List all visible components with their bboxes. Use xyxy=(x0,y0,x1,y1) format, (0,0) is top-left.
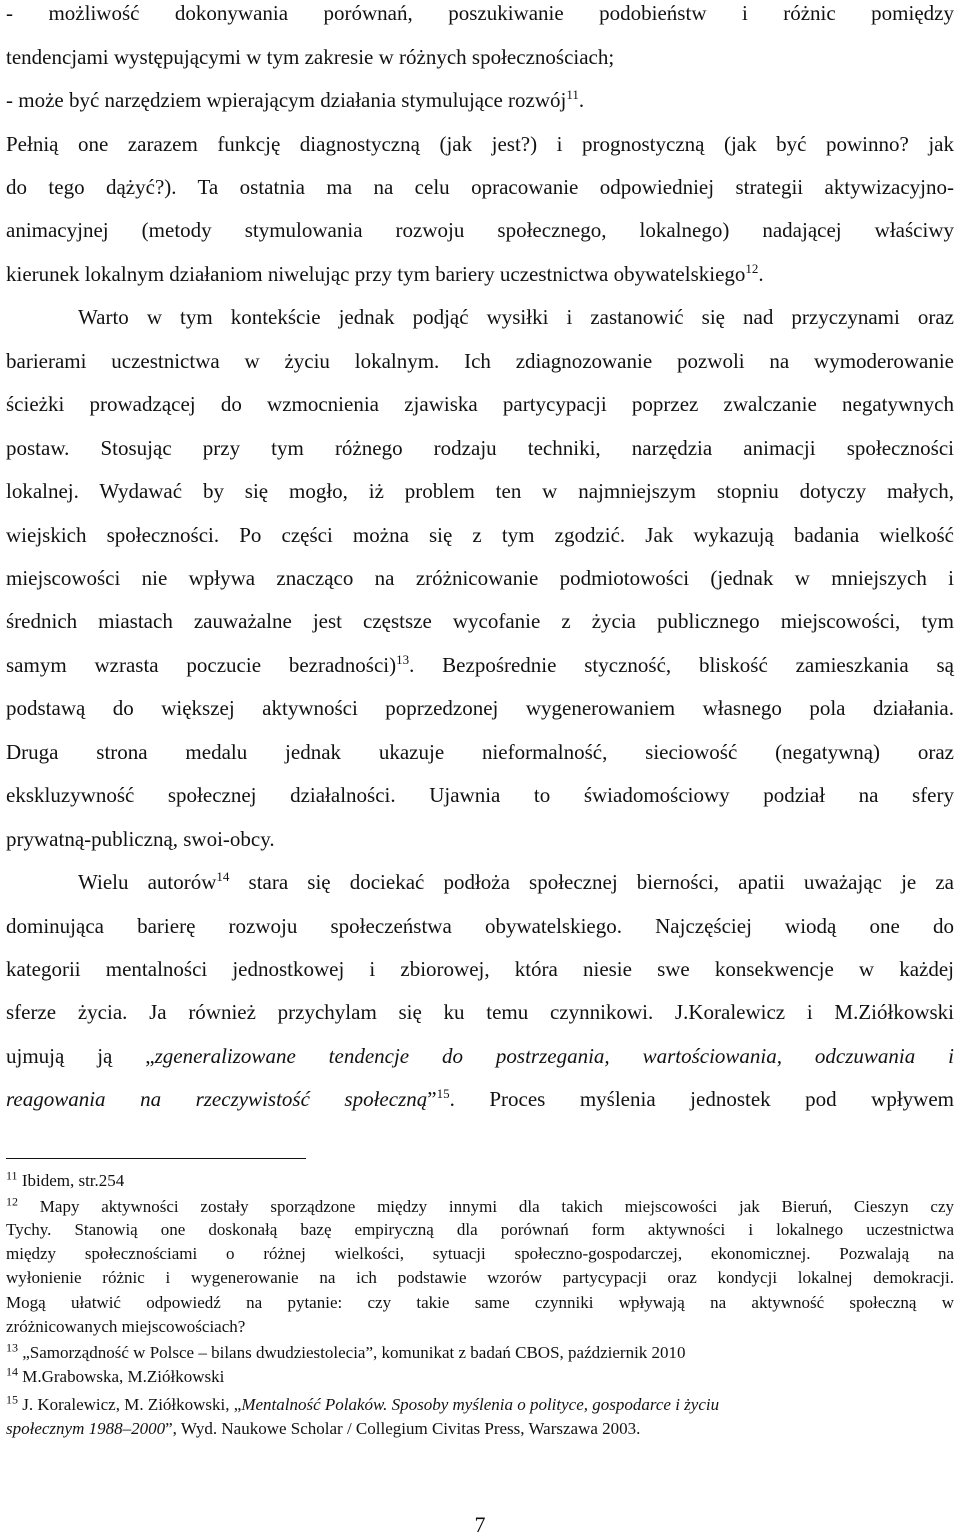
footnote: $^{13}$ „Samorządność w Polsce – bilans dwudziestolecia”, komunikat z badań CBOS, październik 2010 xyxy=(6,1340,686,1362)
body-line: Warto w tym kontekście jednak podjąć wysiłki i zastanowić się nad przyczynami oraz xyxy=(78,305,954,329)
footnote: Tychy. Stanowią one doskonałą bazę empiryczną dla porównań form aktywności i lokalnego uczestnictwa xyxy=(6,1220,954,1239)
body-line: - możliwość dokonywania porównań, poszukiwanie podobieństw i różnic pomiędzy xyxy=(6,1,954,25)
body-line: barierami uczestnictwa w życiu lokalnym. Ich zdiagnozowanie pozwoli na wymoderowanie xyxy=(6,349,954,373)
body-line: postaw. Stosując przy tym różnego rodzaju techniki, narzędzia animacji społeczności xyxy=(6,436,954,460)
body-line: Pełnią one zarazem funkcję diagnostyczną (jak jest?) i prognostyczną (jak być powinno? jak xyxy=(6,132,954,156)
body-line: Wielu autorów$^{14}$ stara się dociekać podłoża społecznej bierności, apatii uważając je za xyxy=(78,869,954,894)
body-line: samym wzrasta poczucie bezradności)$^{13}$. Bezpośrednie styczność, bliskość zamieszkania są xyxy=(6,652,954,677)
footnote: $^{15}$ J. Koralewicz, M. Ziółkowski, „Mentalność Polaków. Sposoby myślenia o polityce, gospodarce i życiu xyxy=(6,1392,720,1414)
body-line: prywatną-publiczną, swoi-obcy. xyxy=(6,827,275,851)
body-line: wiejskich społeczności. Po części można się z tym zgodzić. Jak wykazują badania wielkość xyxy=(6,523,954,547)
footnote: wyłonienie różnic i wygenerowanie na ich podstawie wzorów partycypacji oraz kondycji lokalnej demokracji. xyxy=(6,1268,954,1287)
body-line: reagowania na rzeczywistość społeczną”$^{15}$. Proces myślenia jednostek pod wpływem xyxy=(6,1086,955,1111)
body-line: animacyjnej (metody stymulowania rozwoju społecznego, lokalnego) nadającej właściwy xyxy=(6,218,954,242)
body-line: średnich miastach zauważalne jest częstsze wycofanie z życia publicznego miejscowości, tym xyxy=(6,609,954,633)
footnote: zróżnicowanych miejscowościach? xyxy=(6,1317,246,1336)
body-line: do tego dążyć?). Ta ostatnia ma na celu opracowanie odpowiedniej strategii aktywizacyjno- xyxy=(6,175,954,199)
body-line: miejscowości nie wpływa znacząco na zróżnicowanie podmiotowości (jednak w mniejszych i xyxy=(6,566,954,590)
footnote: Mogą ułatwić odpowiedź na pytanie: czy takie same czynniki wpływają na aktywność społeczną w xyxy=(6,1293,954,1312)
page-number: 7 xyxy=(474,1512,486,1537)
body-line: Druga strona medalu jednak ukazuje nieformalność, sieciowość (negatywną) oraz xyxy=(6,740,954,764)
footnote-separator xyxy=(6,1158,306,1159)
footnote: między społecznościami o różnej wielkości, sytuacji społeczno-gospodarczej, ekonomicznej. Pozwalają na xyxy=(6,1244,954,1263)
body-line: kierunek lokalnym działaniom niwelując przy tym bariery uczestnictwa obywatelskiego$^{12}$. xyxy=(6,261,764,286)
body-line: dominująca barierę rozwoju społeczeństwa obywatelskiego. Najczęściej wiodą one do xyxy=(6,914,954,938)
body-line: tendencjami występującymi w tym zakresie w różnych społecznościach; xyxy=(6,45,615,69)
body-line: lokalnej. Wydawać by się mogło, iż problem ten w najmniejszym stopniu dotyczy małych, xyxy=(6,479,954,503)
body-line: ujmują ją „zgeneralizowane tendencje do postrzegania, wartościowania, odczuwania i xyxy=(6,1044,954,1068)
footnote: społecznym 1988–2000”, Wyd. Naukowe Scholar / Collegium Civitas Press, Warszawa 2003. xyxy=(6,1419,641,1438)
body-line: ekskluzywność społecznej działalności. Ujawnia to świadomościowy podział na sfery xyxy=(6,783,954,807)
body-line: sferze życia. Ja również przychylam się ku temu czynnikowi. J.Koralewicz i M.Ziółkowski xyxy=(6,1000,954,1024)
body-line: ścieżki prowadzącej do wzmocnienia zjawiska partycypacji poprzez zwalczanie negatywnych xyxy=(6,392,954,416)
footnote: $^{11}$ Ibidem, str.254 xyxy=(6,1168,125,1190)
body-line: podstawą do większej aktywności poprzedzonej wygenerowaniem własnego pola działania. xyxy=(6,696,954,720)
footnote: $^{14}$ M.Grabowska, M.Ziółkowski xyxy=(6,1364,225,1386)
body-line: - może być narzędziem wpierającym działania stymulujące rozwój$^{11}$. xyxy=(6,87,585,112)
footnote: $^{12}$ Mapy aktywności zostały sporządzone między innymi dla takich miejscowości jak Bieruń, Cieszyn czy xyxy=(6,1194,954,1216)
body-line: kategorii mentalności jednostkowej i zbiorowej, która niesie swe konsekwencje w każdej xyxy=(6,957,954,981)
